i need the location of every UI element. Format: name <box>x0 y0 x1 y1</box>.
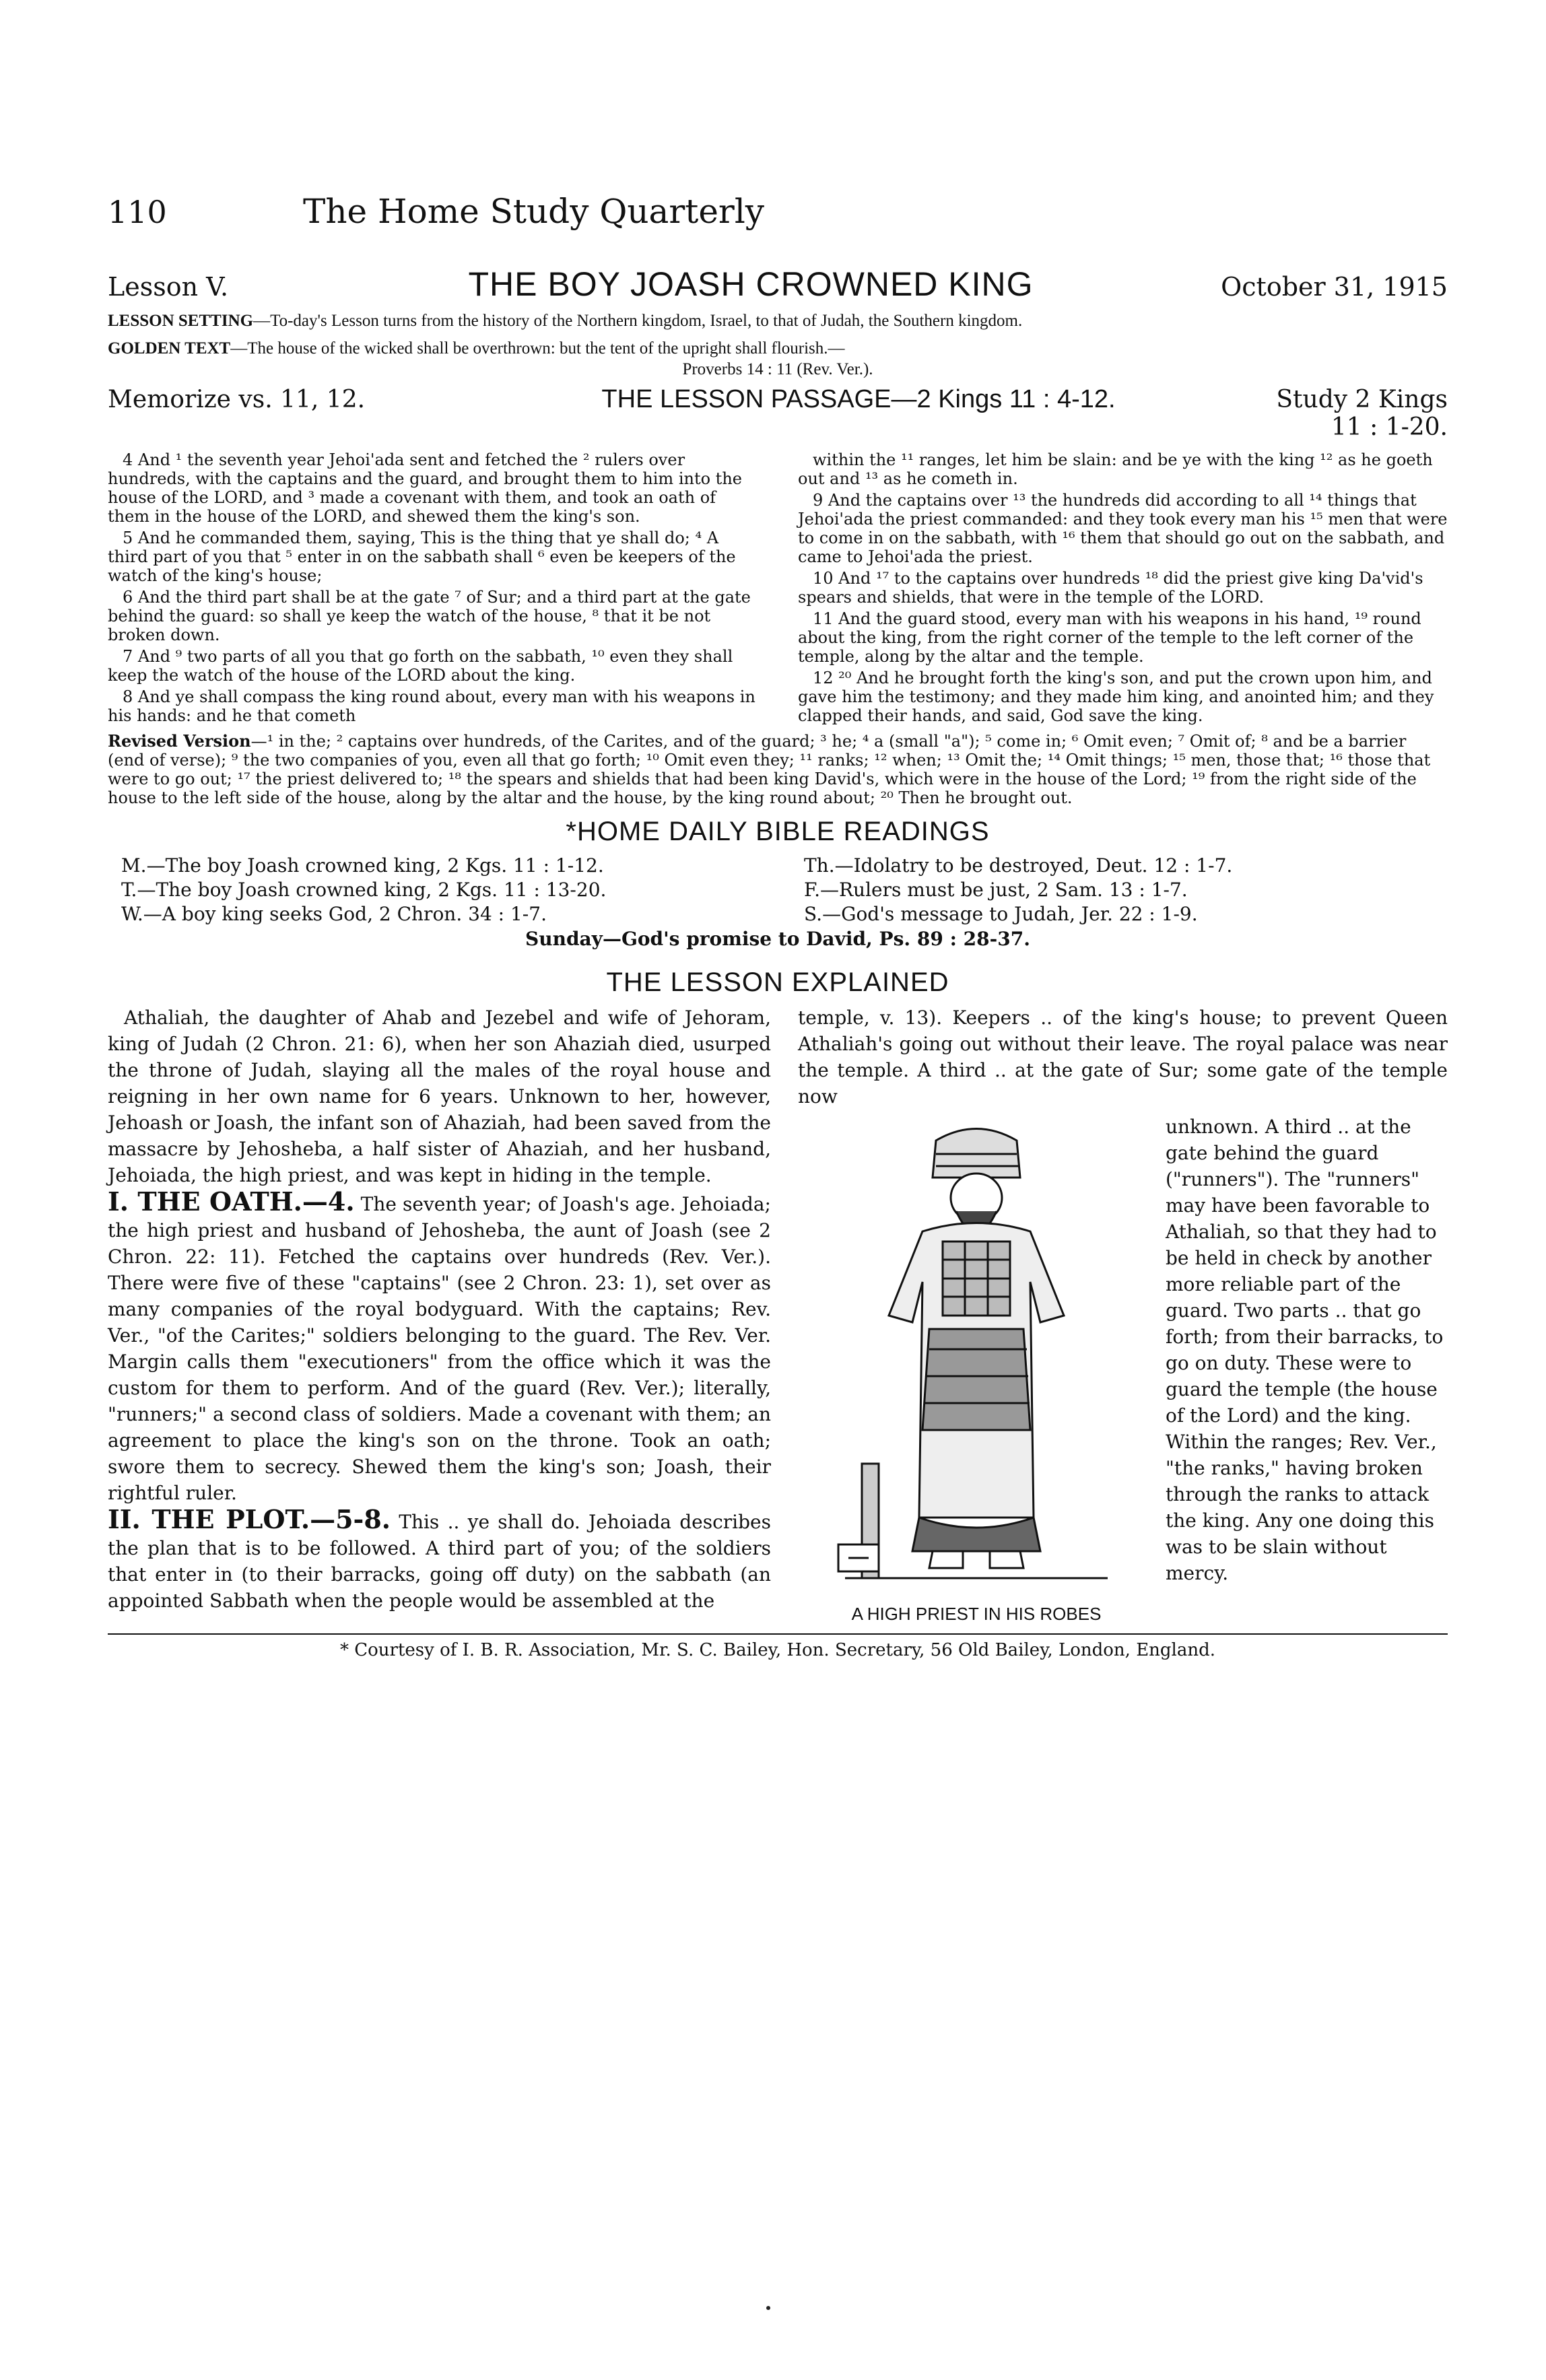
revised-label: Revised Version <box>108 731 251 751</box>
page-header <box>108 192 1448 239</box>
explained-title: THE LESSON EXPLAINED <box>606 967 949 997</box>
readings-right <box>804 854 1434 926</box>
figure-wrap <box>798 1114 1448 1624</box>
setting-label: LESSON SETTING <box>108 312 254 330</box>
page-number: 110 <box>108 194 167 230</box>
right-top-paragraph: temple, v. 13). Keepers .. of the king's house; to prevent Queen Athaliah's going out without their leave. The royal palace was near the temple. A third .. at the gate of Sur; some gate of the temple now <box>798 1007 1448 1108</box>
reading-item: Th.—Idolatry to be destroyed, Deut. 12 : 1-7. <box>804 854 1233 877</box>
verse: 12 ²⁰ And he brought forth the king's son, and put the crown upon him, and gave him the testimony; and they made him king, and anointed him; and they clapped their hands, and said, God save the king. <box>798 669 1434 725</box>
explained-right-column <box>798 1005 1448 1624</box>
high-priest-illustration <box>798 1114 1155 1598</box>
lesson-title: THE BOY JOASH CROWNED KING <box>468 265 1034 303</box>
verse: 4 And ¹ the seventh year Jehoi'ada sent and fetched the ² rulers over hundreds, with the captains and the guard, and brought them to him into the house of the LORD, and ³ made a covenant with them, and took an oath of them in the house of the LORD, and shewed them the king's son. <box>108 450 742 526</box>
footnote: * Courtesy of I. B. R. Association, Mr. S. C. Bailey, Hon. Secretary, 56 Old Bailey, London, England. <box>339 1640 1216 1660</box>
oath-paragraph <box>108 1188 771 1506</box>
oath-text: The seventh year; of Joash's age. Jehoiada; the high priest and husband of Jehosheba, the aunt of Joash (see 2 Chron. 22: 11). Fetched the captains over hundreds (Rev. Ver.). There were five of these "captains" (see 2 Chron. 23: 1), set over as many companies of the royal bodyguard. With the captains; Rev. Ver., "of the Carites;" soldiers belonging to the guard. The Rev. Ver. Margin calls them "executioners" from the office which it was the custom for them to perform. And of the guard (Rev. Ver.); literally, "runners;" a second class of soldiers. Made a covenant with them; an agreement to place the king's son on the throne. Took an oath; swore them to secrecy. Shewed them the king's son; Joash, their rightful ruler. <box>108 1193 771 1504</box>
reading-item: S.—God's message to Judah, Jer. 22 : 1-9. <box>804 903 1198 925</box>
readings-title: *HOME DAILY BIBLE READINGS <box>566 817 990 846</box>
lesson-number: Lesson V. <box>108 272 229 302</box>
passage-right-column <box>798 450 1448 728</box>
verse: 10 And ¹⁷ to the captains over hundreds ¹⁸ did the priest give king Da'vid's spears and shields, that were in the temple of the LORD. <box>798 569 1423 607</box>
reading-item: W.—A boy king seeks God, 2 Chron. 34 : 1-7. <box>121 903 547 925</box>
daily-readings <box>108 854 1448 926</box>
footnote-rule <box>108 1633 1448 1635</box>
golden-label: GOLDEN TEXT <box>108 339 231 358</box>
revised-version-notes <box>108 732 1448 807</box>
high-priest-figure <box>798 1114 1155 1624</box>
lesson-heading <box>108 265 1448 304</box>
reading-item: M.—The boy Joash crowned king, 2 Kgs. 11 : 1-12. <box>121 854 604 877</box>
plot-heading: II. THE PLOT.—5-8. <box>108 1504 391 1534</box>
verse: 7 And ⁹ two parts of all you that go forth on the sabbath, ¹⁰ even they shall keep the watch of the house of the LORD about the king. <box>108 647 733 685</box>
passage-heading <box>108 385 1448 441</box>
right-side-paragraph: unknown. A third .. at the gate behind the guard ("runners"). The "runners" may have been favorable to Athaliah, so that they had to be held in check by another more reliable part of the guard. Two parts .. that go forth; from their barracks, to go on duty. These were to guard the temple (the house of the Lord) and the king. Within the ranges; Rev. Ver., "the ranks," having broken through the ranks to attack the king. Any one doing this was to be slain without mercy. <box>1166 1116 1444 1584</box>
page-dot <box>766 2306 770 2310</box>
lesson-passage <box>108 450 1448 728</box>
figure-side-text <box>1155 1114 1448 1624</box>
running-head: The Home Study Quarterly <box>303 192 765 231</box>
sunday-reading: Sunday—God's promise to David, Ps. 89 : 28-37. <box>525 928 1030 950</box>
reading-item: T.—The boy Joash crowned king, 2 Kgs. 11 : 13-20. <box>121 879 607 901</box>
verse: within the ¹¹ ranges, let him be slain: and be ye with the king ¹² as he goeth out and ¹³ as he cometh in. <box>798 450 1433 488</box>
lesson-setting <box>108 310 1448 331</box>
plot-text: This .. ye shall do. Jehoiada describes the plan that is to be followed. A third part of you; of the soldiers that enter in (to their barracks, going off duty) on the sabbath (an appointed Sabbath when the people would be assembled at the <box>108 1511 771 1612</box>
page <box>108 192 1448 1660</box>
memorize-verses: Memorize vs. 11, 12. <box>108 386 366 413</box>
revised-text: —¹ in the; ² captains over hundreds, of the Carites, and of the guard; ³ he; ⁴ a (small "a"); ⁵ come in; ⁶ Omit even; ⁷ Omit of; ⁸ and be a barrier (end of verse); ⁹ the two companies of you, even all that go forth; ¹⁰ Omit even they; ¹¹ ranks; ¹² when; ¹³ Omit the; ¹⁴ Omit things; ¹⁵ men, those that; ¹⁶ those that were to go out; ¹⁷ the priest delivered to; ¹⁸ the spears and shields that had been king David's, which were in the house of the Lord; ¹⁹ from the right side of the house to the left side of the house, along by the altar and the house, by the king round about; ²⁰ Then he brought out. <box>108 732 1431 807</box>
setting-text: —To-day's Lesson turns from the history of the Northern kingdom, Israel, to that of Judah, the Southern kingdom. <box>253 312 1023 330</box>
golden-text <box>108 338 1448 359</box>
readings-left <box>121 854 751 926</box>
reading-item: F.—Rulers must be just, 2 Sam. 13 : 1-7. <box>804 879 1188 901</box>
explained-left-column <box>108 1005 771 1624</box>
golden-body: —The house of the wicked shall be overthrown: but the tent of the upright shall flourish.— <box>230 339 845 358</box>
passage-title: THE LESSON PASSAGE—2 Kings 11 : 4-12. <box>601 385 1116 413</box>
plot-paragraph <box>108 1506 771 1614</box>
golden-reference: Proverbs 14 : 11 (Rev. Ver.). <box>682 360 873 378</box>
verse: 6 And the third part shall be at the gate ⁷ of Sur; and a third part at the gate behind the guard: so shall ye keep the watch of the house, ⁸ that it be not broken down. <box>108 588 751 644</box>
figure-caption: A HIGH PRIEST IN HIS ROBES <box>851 1604 1102 1624</box>
verse: 8 And ye shall compass the king round about, every man with his weapons in his hands: and he that cometh <box>108 687 755 725</box>
verse: 9 And the captains over ¹³ the hundreds did according to all ¹⁴ things that Jehoi'ada the priest commanded: and they took every man his ¹⁵ men that were to come in on the sabbath, with ¹⁶ them that should go out on the sabbath, and came to Jehoi'ada the priest. <box>798 491 1448 566</box>
study-reference: Study 2 Kings 11 : 1-20. <box>1276 386 1448 441</box>
lesson-explained <box>108 1005 1448 1624</box>
lesson-date: October 31, 1915 <box>1221 272 1448 302</box>
passage-left-column <box>108 450 758 728</box>
intro-paragraph: Athaliah, the daughter of Ahab and Jezebel and wife of Jehoram, king of Judah (2 Chron. 21: 6), when her son Ahaziah died, usurped the throne of Judah, slaying all the males of the royal house and reigning in her own name for 6 years. Unknown to her, however, Jehoash or Joash, the infant son of Ahaziah, had been saved from the massacre by Jehosheba, a half sister of Ahaziah, and her husband, Jehoiada, the high priest, and was kept in hiding in the temple. <box>108 1007 771 1186</box>
verse: 5 And he commanded them, saying, This is the thing that ye shall do; ⁴ A third part of you that ⁵ enter in on the sabbath shall ⁶ even be keepers of the watch of the king's house; <box>108 529 736 585</box>
verse: 11 And the guard stood, every man with his weapons in his hand, ¹⁹ round about the king, from the right corner of the temple to the left corner of the temple, along by the altar and the temple. <box>798 609 1421 666</box>
oath-heading: I. THE OATH.—4. <box>108 1186 355 1217</box>
